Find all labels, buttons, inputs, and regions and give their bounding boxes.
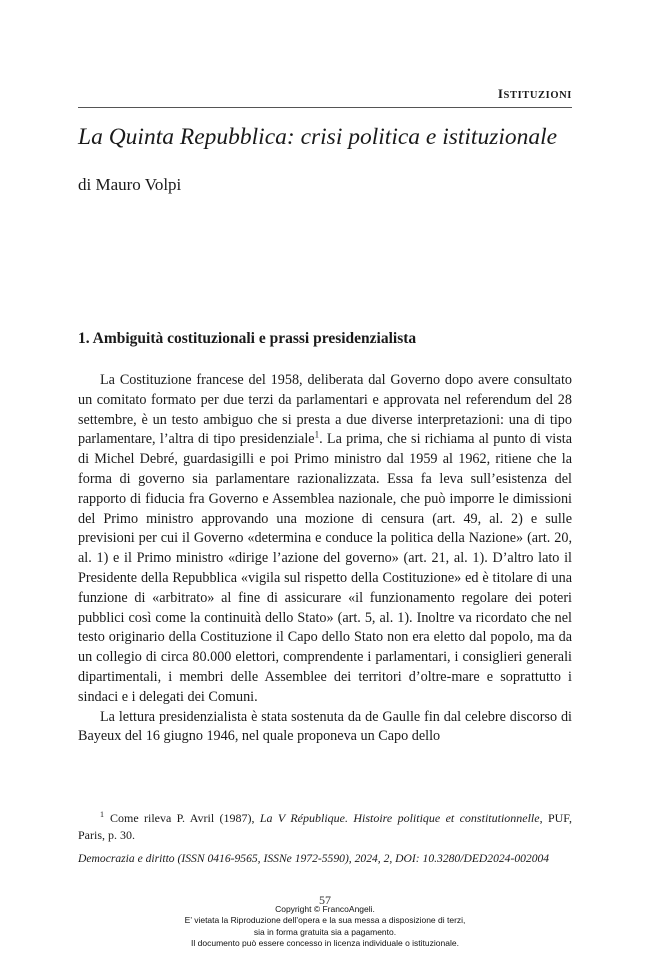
running-head-initial: I (497, 86, 504, 101)
footnote-text-start: Come rileva P. Avril (1987), (110, 811, 260, 825)
footnote-text-end: , PUF, Paris, p. 30. (78, 811, 573, 842)
page-number: 57 (319, 893, 331, 907)
paragraph-2: La lettura presidenzialista è stata sostenuta da de Gaulle fin dal celebre discorso di Bayeux del 16 giugno 1946, nel quale proponeva un Capo dello (78, 708, 572, 745)
journal-citation: Democrazia e diritto (ISSN 0416-9565, ISSNe 1972-5590), 2024, 2, DOI: 10.3280/DED2024-002004 (78, 852, 550, 865)
copyright-line-1: Copyright © FrancoAngeli. (275, 904, 375, 914)
body-text (78, 371, 572, 747)
paragraph-1-rest: . La prima, che si richiama al punto di vista di Michel Debré, guardasigilli e poi Primo ministro dal 1959 al 1962, ritiene che la forma di governo sia parlamentare razionalizzata. Essa fa leva sull’esistenza del rapporto di fiducia fra Governo e Assemblea nazionale, che può imporre le dimissioni del Primo ministro approvando una mozione di censura (art. 49, al. 2) e sulle previsioni per cui il Governo «determina e conduce la politica della Nazione» (art. 20, al. 1) e il Primo ministro «dirige l’azione del governo» (art. 21, al. 1). D’altro lato il Presidente della Repubblica «vigila sul rispetto della Costituzione» ed è titolare di una funzione di «arbitrato» al fine di assicurare «il funzionamento regolare dei poteri pubblici così come la continuità dello Stato» (art. 5, al. 1). Inoltre va ricordato che nel testo originario della Costituzione il Capo dello Stato non era eletto dal popolo, ma da un collegio di circa 80.000 elettori, comprendente i parlamentari, i consiglieri generali dipartimentali, i membri delle Assemblee dei territori d’oltre-mare e soprattutto i sindaci e i delegati dei Comuni. (78, 431, 572, 705)
footnote-number: 1 (100, 810, 104, 819)
paragraph-1 (78, 371, 572, 708)
running-head-rest: STITUZIONI (503, 90, 572, 101)
footnote-cited-title: La V République. Histoire politique et constitutionnelle (259, 811, 540, 825)
footnote (78, 810, 572, 844)
copyright-line-3: sia in forma gratuita sia a pagamento. (253, 926, 397, 937)
copyright-notice (0, 904, 650, 950)
copyright-line-4: Il documento può essere concesso in licenza individuale o istituzionale. (191, 938, 459, 949)
header-rule (78, 107, 572, 108)
article-author: di Mauro Volpi (78, 175, 182, 194)
paragraph-1-start: La Costituzione francese del 1958, deliberata dal Governo dopo avere consultato un comitato formato per due terzi da parlamentari e approvata nel referendum del 28 settembre, è un testo ambiguo che si presta a due diverse interpretazioni: una di tipo parlamentare, l’altra di tipo presidenziale (78, 372, 572, 448)
running-head (78, 86, 572, 102)
section-heading: 1. Ambiguità costituzionali e prassi presidenzialista (78, 330, 417, 347)
footnote-reference[interactable]: 1 (314, 429, 320, 440)
article-title: La Quinta Repubblica: crisi politica e istituzionale (78, 124, 558, 150)
copyright-line-2: E’ vietata la Riproduzione dell’opera e la sua messa a disposizione di terzi, (184, 915, 466, 926)
